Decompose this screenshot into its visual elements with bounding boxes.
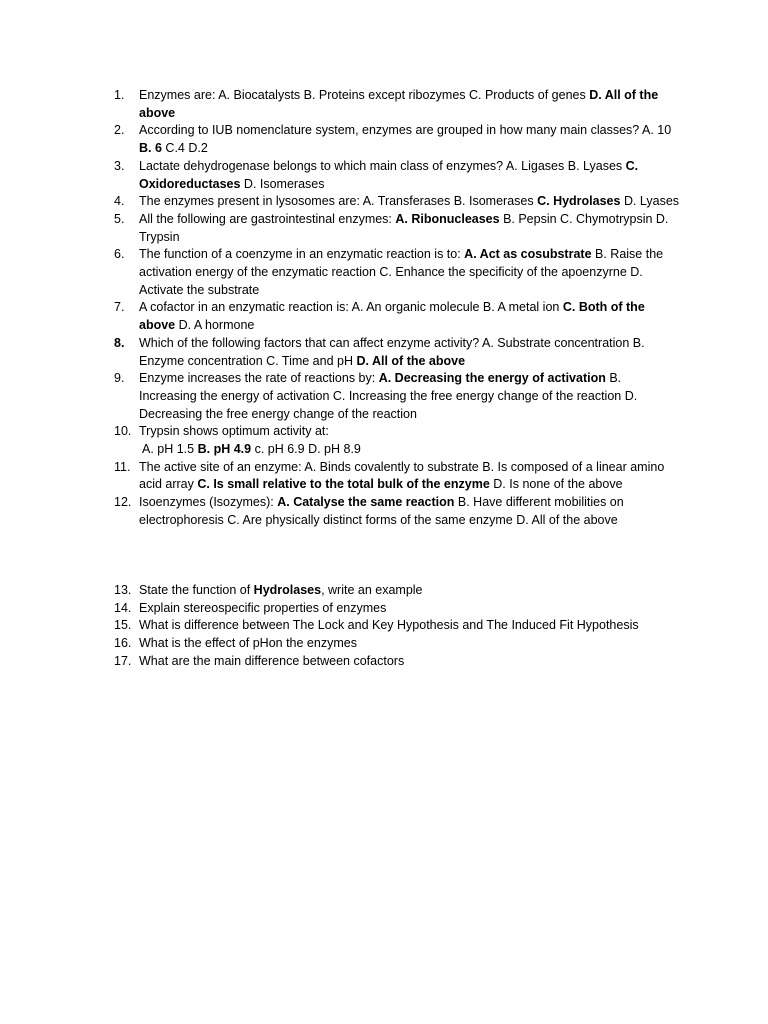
- answer-text: A. Decreasing the energy of activation: [378, 371, 606, 386]
- question-segment: D. A hormone: [175, 318, 255, 333]
- question-text: [139, 299, 680, 334]
- question-segment: What is difference between The Lock and Key Hypothesis and The Induced Fit Hypothesis: [139, 618, 639, 633]
- question-text: [139, 494, 680, 529]
- question-number: 7.: [114, 300, 125, 315]
- question-text: [139, 459, 680, 494]
- mcq-item: [114, 335, 680, 370]
- answer-text: C. Is small relative to the total bulk of the enzyme: [197, 477, 490, 492]
- question-number: 16.: [114, 636, 132, 651]
- question-segment: Trypsin shows optimum activity at:: [139, 424, 329, 439]
- question-text: [139, 423, 680, 458]
- mcq-item: [114, 87, 680, 122]
- question-text: [139, 211, 680, 246]
- question-text: [139, 600, 680, 618]
- question-text: [139, 335, 680, 370]
- mcq-item: [114, 423, 680, 458]
- open-question-item: [114, 600, 680, 618]
- question-segment: B. Have different mobilities on electrophoresis C. Are physically distinct forms of the same enzyme D. All of the above: [139, 495, 624, 527]
- question-number: 11.: [114, 459, 131, 474]
- question-segment: According to IUB nomenclature system, enzymes are grouped in how many main classes? A. 10: [139, 123, 672, 138]
- question-number: 5.: [114, 211, 125, 226]
- question-text: [139, 246, 680, 299]
- options-line: [139, 441, 680, 459]
- question-segment: C.4 D.2: [161, 141, 208, 156]
- answer-text: C. Hydrolases: [537, 194, 621, 209]
- mcq-item: [114, 211, 680, 246]
- mcq-item: [114, 494, 680, 529]
- question-segment: The enzymes present in lysosomes are: A. Transferases B. Isomerases: [139, 194, 538, 209]
- question-number: 9.: [114, 371, 125, 386]
- question-segment: Isoenzymes (Isozymes):: [139, 495, 278, 510]
- open-question-item: [114, 653, 680, 671]
- answer-text: A. Act as cosubstrate: [464, 247, 592, 262]
- question-text: [139, 122, 680, 157]
- mcq-item: [114, 370, 680, 423]
- question-number: 15.: [114, 618, 132, 633]
- question-number: 13.: [114, 583, 132, 597]
- question-number: 6.: [114, 247, 125, 262]
- question-number: 2.: [114, 123, 125, 138]
- mcq-item: [114, 299, 680, 334]
- mcq-item: [114, 158, 680, 193]
- question-text: [139, 370, 680, 423]
- question-segment: All the following are gastrointestinal enzymes:: [139, 211, 396, 226]
- answer-text: A. Catalyse the same reaction: [277, 495, 455, 510]
- question-text: [139, 158, 680, 193]
- open-question-item: [114, 582, 680, 600]
- open-question-item: [114, 635, 680, 653]
- question-text: [139, 653, 680, 671]
- question-text: [139, 582, 680, 600]
- answer-text: C. Oxidoreductases: [139, 158, 639, 191]
- question-segment: , write an example: [321, 583, 423, 597]
- answer-text: A. Ribonucleases: [395, 211, 500, 226]
- question-number: 4.: [114, 194, 125, 209]
- question-segment: The function of a coenzyme in an enzymatic reaction is to:: [139, 247, 465, 262]
- answer-text: B. 6: [139, 141, 162, 156]
- question-segment: What are the main difference between cofactors: [139, 653, 405, 668]
- open-question-item: [114, 617, 680, 635]
- answer-text: D. All of the above: [356, 353, 466, 368]
- question-segment: A cofactor in an enzymatic reaction is: A. An organic molecule B. A metal ion: [139, 300, 563, 315]
- answer-text: C. Both of the above: [139, 300, 645, 333]
- mcq-list: [114, 87, 680, 530]
- mcq-item: [114, 246, 680, 299]
- question-segment: A. pH 1.5: [142, 442, 198, 457]
- question-segment: Enzymes are: A. Biocatalysts B. Proteins except ribozymes C. Products of genes: [139, 88, 590, 102]
- question-segment: B. Pepsin C. Chymotrypsin D. Trypsin: [139, 211, 669, 244]
- question-number: 10.: [114, 424, 132, 439]
- question-segment: Which of the following factors that can affect enzyme activity? A. Substrate concentration B. Enzyme concentration C. Time and pH: [139, 335, 645, 368]
- answer-text: D. All of the above: [139, 88, 659, 120]
- question-segment: D. Isomerases: [240, 176, 325, 191]
- question-segment: Enzyme increases the rate of reactions by:: [139, 371, 379, 386]
- question-text: [139, 635, 680, 653]
- question-number: 3.: [114, 158, 125, 173]
- mcq-item: [114, 459, 680, 494]
- question-text: [139, 193, 680, 211]
- question-number: 1.: [114, 88, 125, 102]
- question-text: [139, 617, 680, 635]
- question-number: 8.: [114, 335, 125, 350]
- question-segment: B. Raise the activation energy of the enzymatic reaction C. Enhance the specificity of the apoenzyrne D. Activate the substrate: [139, 247, 664, 297]
- question-number: 12.: [114, 495, 132, 510]
- question-number: 17.: [114, 653, 132, 668]
- question-number: 14.: [114, 600, 132, 615]
- question-segment: c. pH 6.9 D. pH 8.9: [251, 442, 361, 457]
- answer-text: Hydrolases: [253, 583, 322, 597]
- question-text: [139, 87, 680, 122]
- question-segment: D. Is none of the above: [489, 477, 623, 492]
- question-segment: D. Lyases: [620, 194, 680, 209]
- mcq-item: [114, 122, 680, 157]
- question-segment: Explain stereospecific properties of enzymes: [139, 600, 387, 615]
- answer-text: B. pH 4.9: [197, 442, 252, 457]
- question-segment: State the function of: [139, 583, 254, 597]
- question-segment: Lactate dehydrogenase belongs to which main class of enzymes? A. Ligases B. Lyases: [139, 158, 626, 173]
- question-segment: B. Increasing the energy of activation C. Increasing the free energy change of the reaction D. Decreasing the free energy change of the reaction: [139, 371, 638, 421]
- mcq-item: [114, 193, 680, 211]
- question-segment: The active site of an enzyme: A. Binds covalently to substrate B. Is composed of a linear amino acid array: [139, 459, 665, 492]
- question-segment: What is the effect of pHon the enzymes: [139, 636, 357, 651]
- open-question-list: [114, 582, 680, 671]
